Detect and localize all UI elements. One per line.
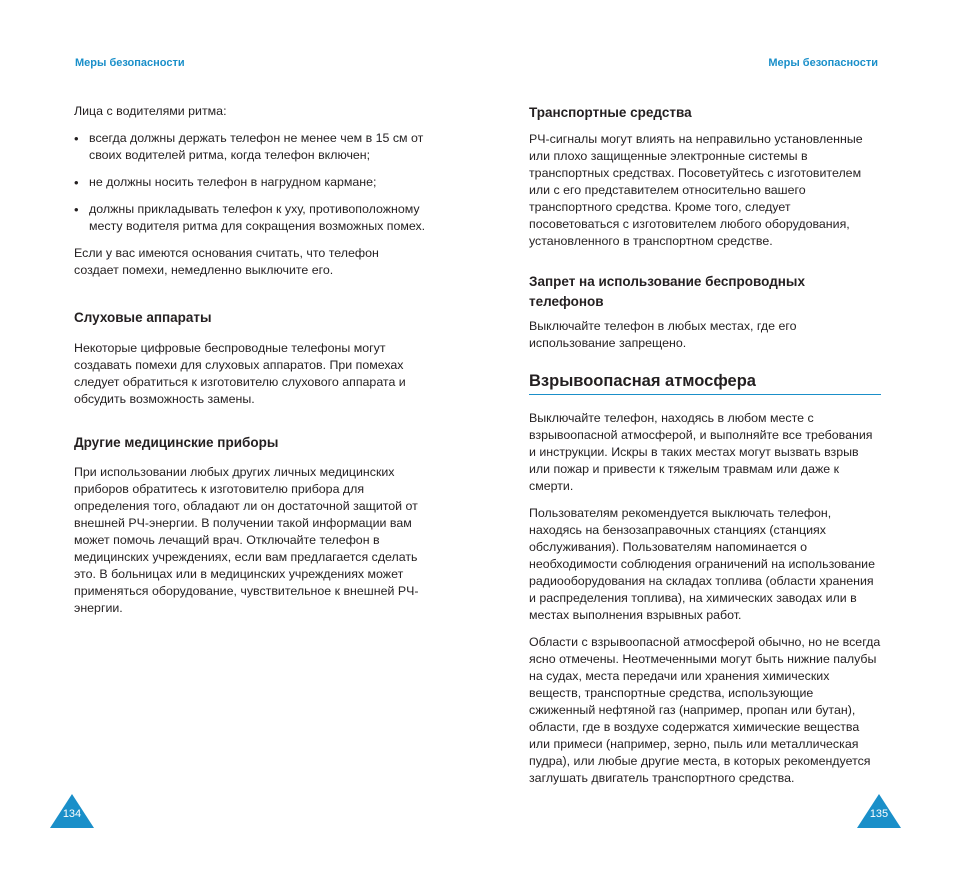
pacemaker-intro: Лица с водителями ритма: [74, 104, 227, 118]
page-number: 135 [869, 808, 889, 820]
page-number-badge [50, 794, 94, 828]
bullet-icon: • [74, 131, 79, 146]
right-page [477, 0, 954, 876]
vehicles-heading: Транспортные средства [529, 105, 692, 120]
explosive-paragraph-1: Выключайте телефон, находясь в любом месте с взрывоопасной атмосферой, и выполняйте все требования и инструкции. Искры в таких местах могут вызвать взрыв или пожар и привести к тяжелым травмам или даже к смерти. [529, 411, 873, 493]
bullet-icon: • [74, 175, 79, 190]
explosive-atmosphere-heading: Взрывоопасная атмосфера [529, 370, 881, 395]
hearing-aids-text: Некоторые цифровые беспроводные телефоны могут создавать помехи для слуховых аппаратов. При помехах следует обратиться к изготовителю слухового аппарата и обсудить возможность замены. [74, 341, 406, 406]
medical-devices-text: При использовании любых других личных медицинских приборов обратитесь к изготовителю прибора для определения того, обладают ли он достаточной защитой от внешней РЧ-энергии. В получении такой информации вам может помочь лечащий врач. Отключайте телефон в медицинских учреждениях, если вам предлагается сделать это. В больницах или в медицинских учреждениях может применяться оборудование, чувствительное к внешней РЧ-энергии. [74, 465, 419, 615]
bullet-icon: • [74, 202, 79, 217]
explosive-paragraph-2: Пользователям рекомендуется выключать телефон, находясь на бензозаправочных станциях (станциях обслуживания). Пользователям напоминается о необходимости соблюдения ограничений на использование радиооборудования на складах топлива (области хранения и распределения топлива), на химических заводах или в местах выполнения взрывных работ. [529, 506, 875, 622]
list-item: • не должны носить телефон в нагрудном кармане; [74, 175, 377, 190]
running-header: Меры безопасности [768, 57, 878, 69]
left-column [74, 103, 426, 617]
wireless-ban-text: Выключайте телефон в любых местах, где его использование запрещено. [529, 319, 797, 350]
right-column [529, 103, 881, 787]
list-item: • должны прикладывать телефон к уху, противоположному месту водителя ритма для сокращения возможных помех. [74, 202, 426, 233]
running-header: Меры безопасности [75, 57, 185, 69]
hearing-aids-heading: Слуховые аппараты [74, 310, 212, 325]
wireless-ban-heading: Запрет на использование беспроводных телефонов [529, 274, 805, 309]
vehicles-text: РЧ-сигналы могут влиять на неправильно установленные или плохо защищенные электронные системы в транспортных средствах. Посоветуйтесь с изготовителем или с его представителем относительно вашего транспортного средства. Кроме того, следует посоветоваться с изготовителем любого оборудования, установленного в транспортном средстве. [529, 132, 863, 248]
page-number-badge [857, 794, 901, 828]
explosive-paragraph-3: Области с взрывоопасной атмосферой обычно, но не всегда ясно отмечены. Неотмеченными могут быть нижние палубы на судах, места передачи или хранения химических веществ, транспортные средства, использующие сжиженный нефтяной газ (например, пропан или бутан), области, где в воздухе содержатся химические вещества или примеси (например, зерно, пыль или металлическая пудра), или любые другие места, в которых рекомендуется заглушать двигатель транспортного средства. [529, 635, 881, 785]
page-number: 134 [62, 808, 82, 820]
pacemaker-note: Если у вас имеются основания считать, что телефон создает помехи, немедленно выключите его. [74, 246, 379, 277]
medical-devices-heading: Другие медицинские приборы [74, 435, 279, 450]
pacemaker-list [74, 130, 426, 235]
list-item: • всегда должны держать телефон не менее чем в 15 см от своих водителей ритма, когда телефон включен; [74, 131, 424, 162]
